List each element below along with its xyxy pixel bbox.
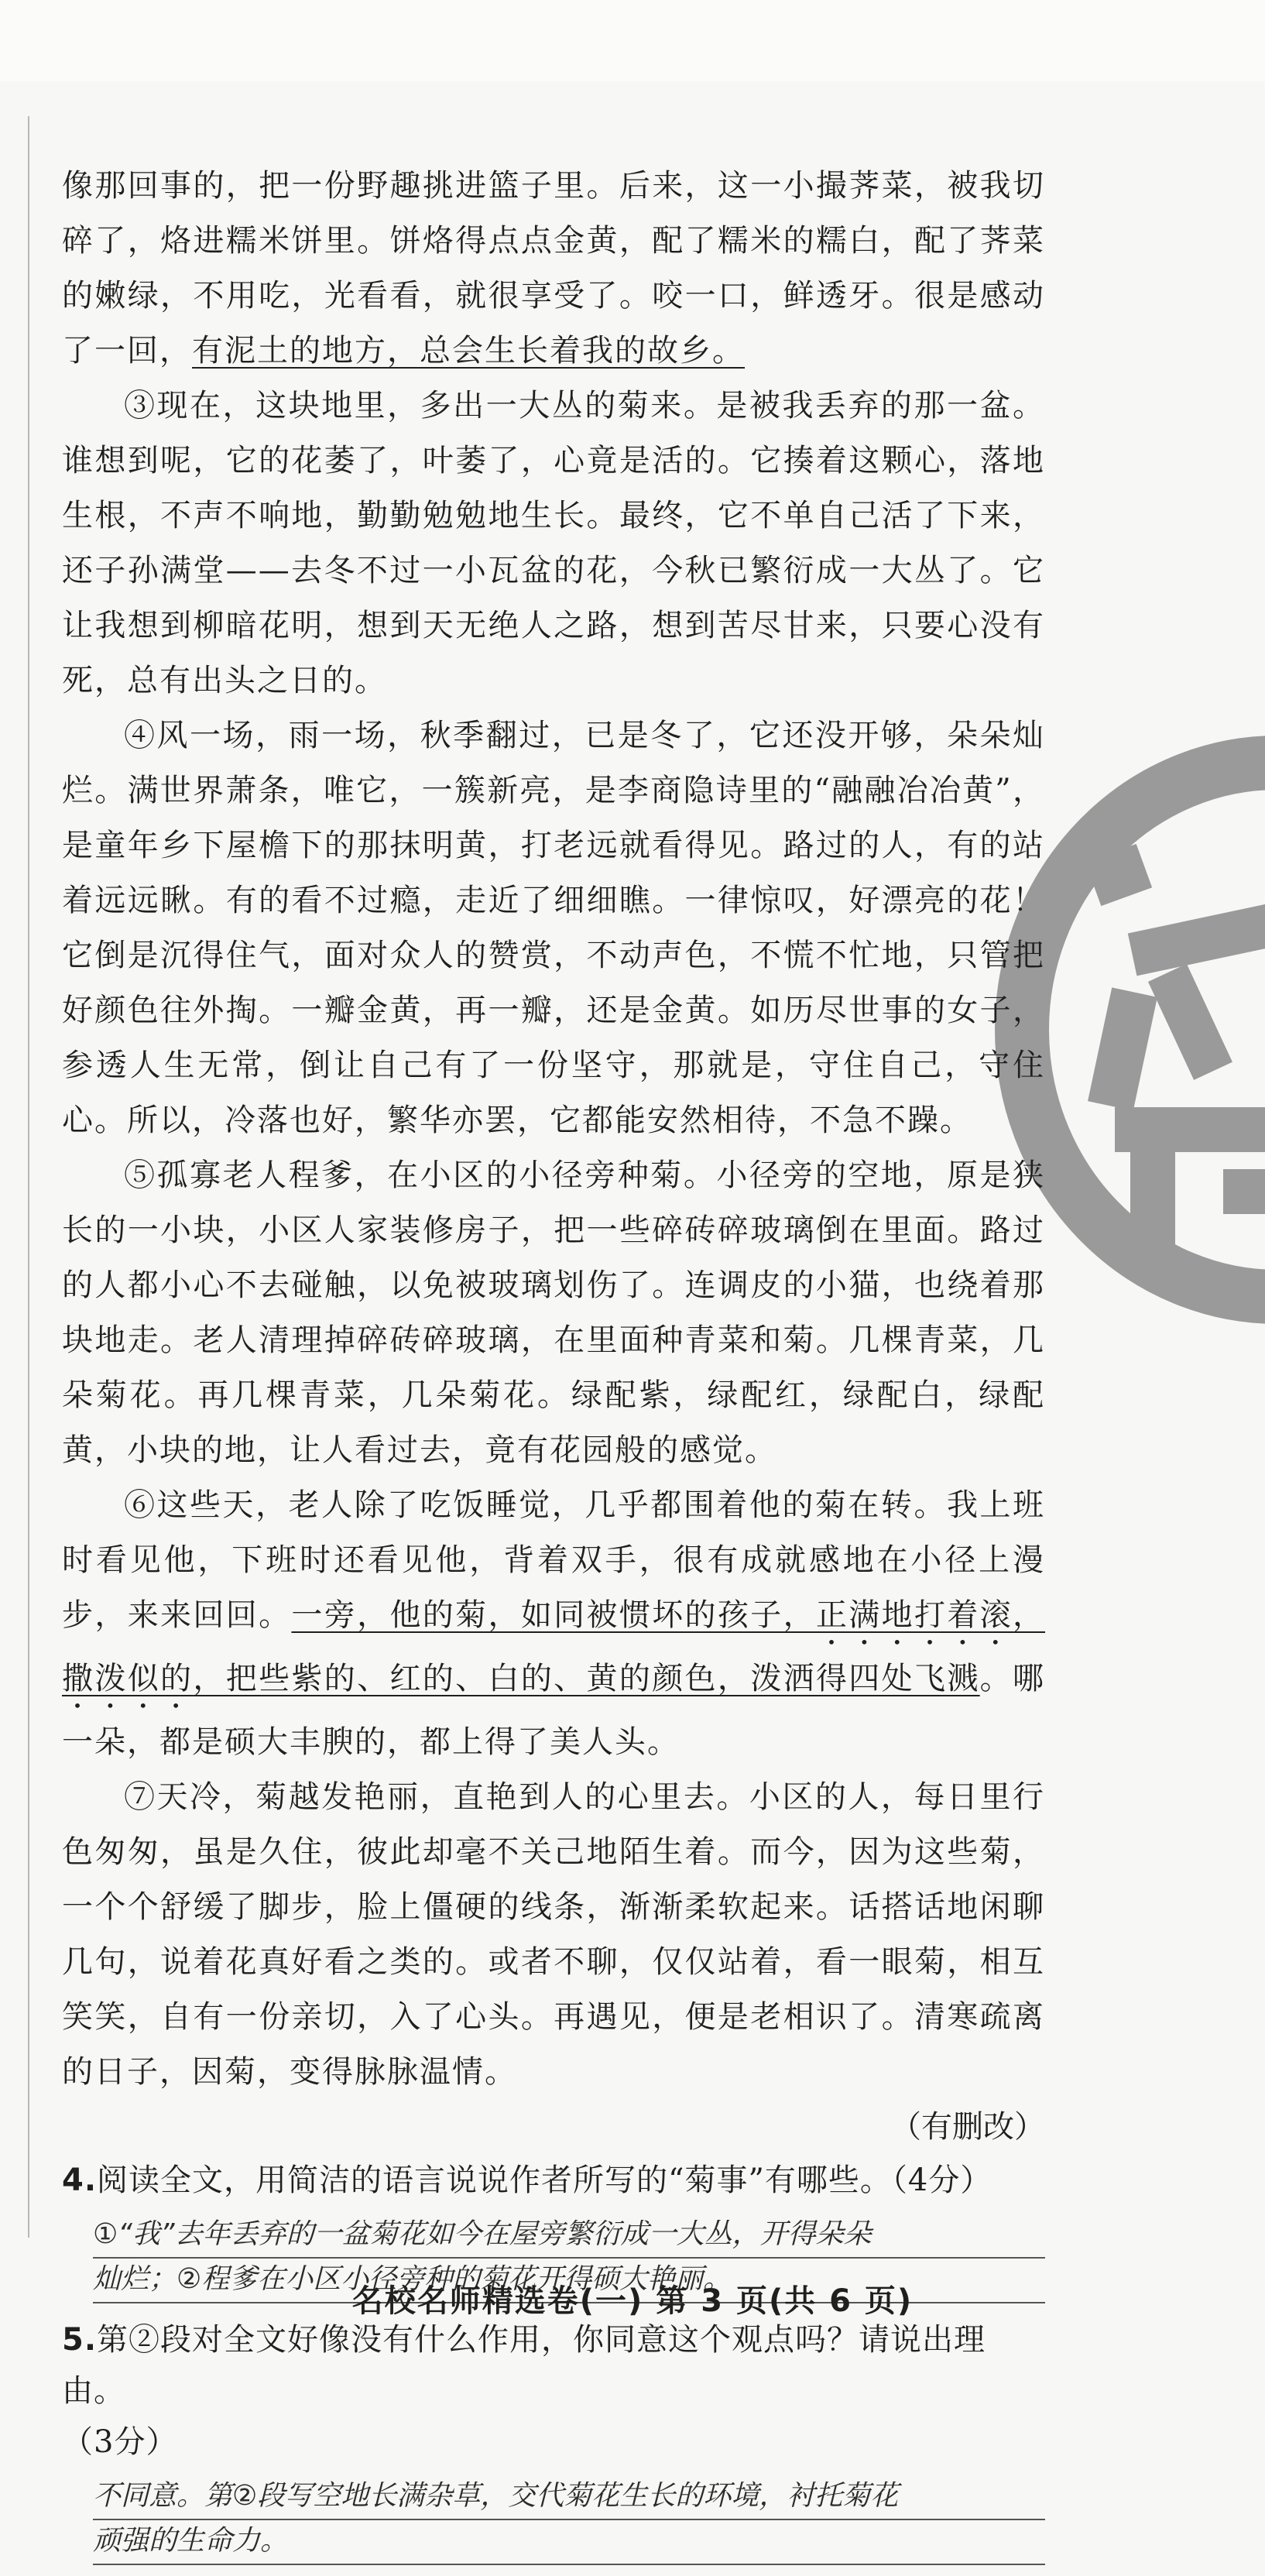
underlined-phrase: 一旁，他的菊，如同被惯坏的孩子， bbox=[291, 1597, 816, 1633]
question-text: 第②段对全文好像没有什么作用，你同意这个观点吗？请说出理由。 bbox=[62, 2322, 986, 2409]
dotted-phrase: 正满地打着滚，撒泼似的 bbox=[62, 1597, 1046, 1696]
question-4 bbox=[62, 2155, 1045, 2206]
paragraph-7: ⑦天冷，菊越发艳丽，直艳到人的心里去。小区的人，每日里行色匆匆，虽是久住，彼此却毫不关己地陌生着。而今，因为这些菊，一个个舒缓了脚步，脸上僵硬的线条，渐渐柔软起来。话搭话地闲聊几句，说着花真好看之类的。或者不聊，仅仅站着，看一眼菊，相互笑笑，自有一份亲切，入了心头。再遇见，便是老相识了。清寒疏离的日子，因菊，变得脉脉温情。 bbox=[62, 1779, 1045, 2090]
question-text: 阅读全文，用简洁的语言说说作者所写的“菊事”有哪些。（4分） bbox=[97, 2163, 992, 2198]
question-5 bbox=[62, 2314, 1045, 2468]
answer-line: 灿烂；②程爹在小区小径旁种的菊花开得硕大艳丽。 bbox=[93, 2259, 1045, 2303]
paragraph-6 bbox=[62, 1478, 1045, 1770]
article-body bbox=[62, 159, 1045, 2576]
line: 像那回事的，把一份野趣挑进篮子里。后来，这一小撮荠菜，被我切碎 bbox=[62, 168, 1045, 259]
paragraph-3: ③现在，这块地里，多出一大丛的菊来。是被我丢弃的那一盆。谁想到呢，它的花萎了，叶萎了，心竟是活的。它揍着这颗心，落地生根，不声不响地，勤勤勉勉地生长。最终，它不单自己活了下来，还子孙满堂——去冬不过一小瓦盆的花，今秋已繁衍成一大丛了。它让我想到柳暗花明，想到天无绝人之路，想到苦尽甘来，只要心没有死，总有出头之日的。 bbox=[62, 388, 1045, 698]
text: ⑥这些天，老人除了吃饭睡觉，几乎都围着他的菊在转。我上班时看见他，下班时还看见他，背着双手，很有成就感地在小径上漫步，来来回回。 bbox=[62, 1487, 1045, 1633]
source-note: （有删改） bbox=[890, 2109, 1045, 2145]
question-number: 4. bbox=[62, 2163, 98, 2198]
line: 了，烙进糯米饼里。饼烙得点点金黄，配了糯米的糯白，配了荠菜的嫩 bbox=[62, 223, 1046, 314]
binding-margin-line bbox=[28, 116, 29, 2238]
answer-line: 顽强的生命力。 bbox=[93, 2520, 1045, 2565]
question-score: （3分） bbox=[62, 2424, 178, 2460]
page-top-edge bbox=[0, 0, 1265, 81]
underlined-phrase: ，把些紫的、红的、白的、黄的颜色，泼洒得四处飞溅 bbox=[193, 1661, 980, 1696]
page-footer: 名校名师精选卷(一) 第 3 页(共 6 页) bbox=[351, 2283, 914, 2319]
paragraph-2-continued bbox=[62, 159, 1045, 379]
underlined-sentence: 有泥土的地方，总会生长着我的故乡。 bbox=[192, 333, 745, 369]
answer-5 bbox=[62, 2475, 1045, 2565]
answer-line: 不同意。第②段写空地长满杂草，交代菊花生长的环境，衬托菊花 bbox=[93, 2475, 1045, 2520]
paragraph-4: ④风一场，雨一场，秋季翻过，已是冬了，它还没开够，朵朵灿烂。满世界萧条，唯它，一簇新亮，是李商隐诗里的“融融冶冶黄”，是童年乡下屋檐下的那抹明黄，打老远就看得见。路过的人，有的站着远远瞅。有的看不过瘾，走近了细细瞧。一律惊叹，好漂亮的花！它倒是沉得住气，面对众人的赞赏，不动声色，不慌不忙地，只管把好颜色往外掏。一瓣金黄，再一瓣，还是金黄。如历尽世事的女子，参透人生无常，倒让自己有了一份坚守，那就是，守住自己，守住心。所以，冷落也好，繁华亦罢，它都能安然相待，不急不躁。 bbox=[62, 718, 1045, 1138]
answer-line: ①“我”去年丢弃的一盆菊花如今在屋旁繁衍成一大丛，开得朵朵 bbox=[93, 2214, 1045, 2259]
question-number: 5. bbox=[62, 2322, 98, 2358]
line: 绿，不用吃，光看看，就很享受了。咬一口，鲜透牙。很是感动了一回， bbox=[62, 278, 1046, 369]
paragraph-5: ⑤孤寡老人程爹，在小区的小径旁种菊。小径旁的空地，原是狭长的一小块，小区人家装修房子，把一些碎砖碎玻璃倒在里面。路过的人都小心不去碰触，以免被玻璃划伤了。连调皮的小猫，也绕着那块地走。老人清理掉碎砖碎玻璃，在里面种青菜和菊。几棵青菜，几朵菊花。再几棵青菜，几朵菊花。绿配紫，绿配红，绿配白，绿配黄，小块的地，让人看过去，竟有花园般的感觉。 bbox=[62, 1158, 1045, 1468]
text: 。哪一朵，都是硕大丰腴的，都上得了美人头。 bbox=[62, 1661, 1046, 1760]
